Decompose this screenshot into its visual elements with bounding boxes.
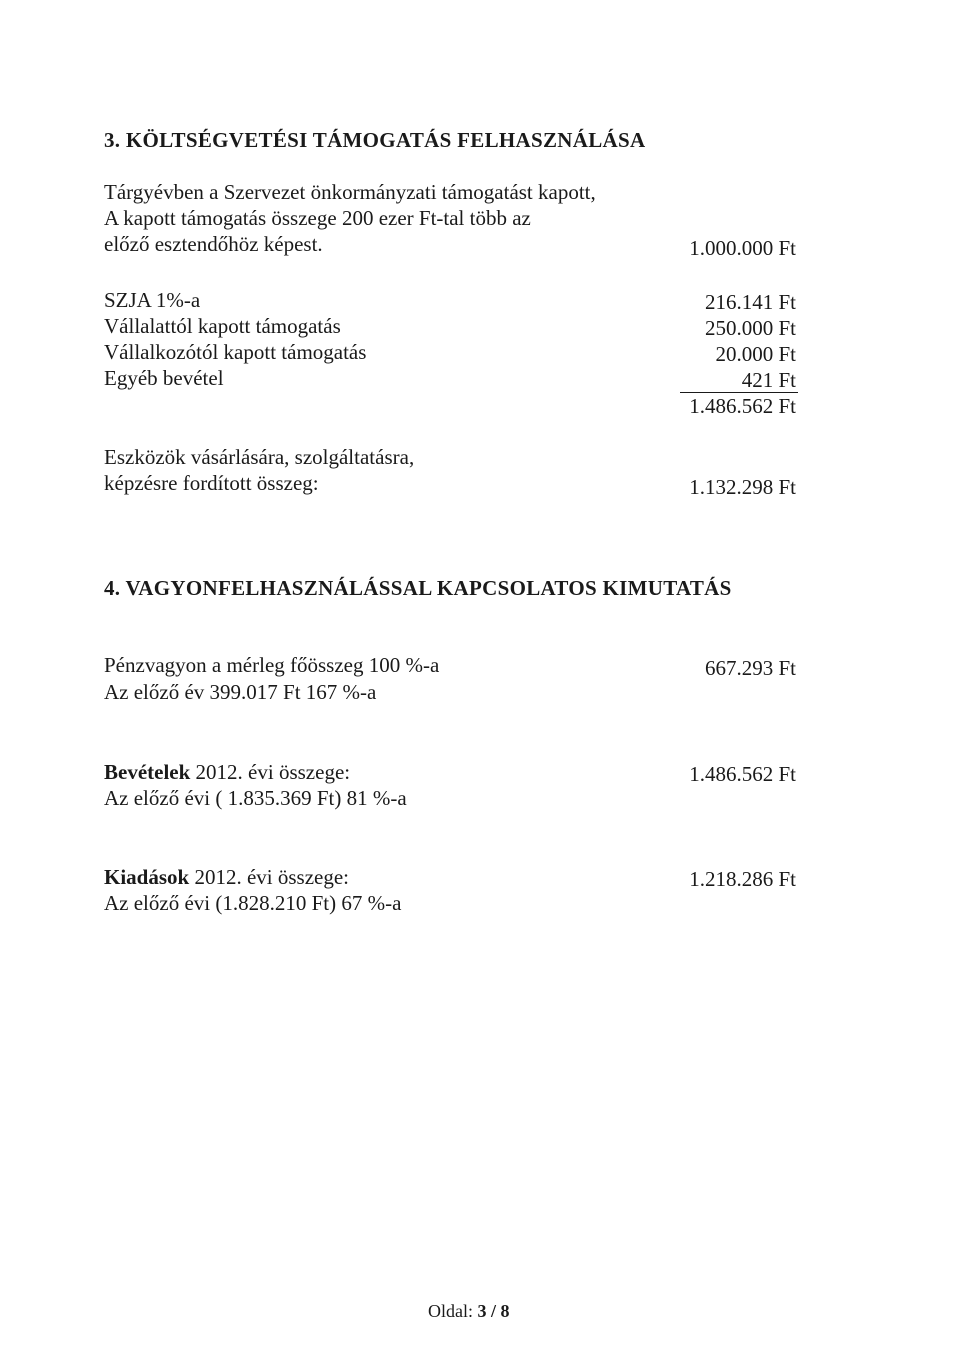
income-line	[104, 760, 350, 785]
spent-line-1: Eszközök vásárlására, szolgáltatásra,	[104, 445, 415, 469]
intro-amount: 1.000.000 Ft	[689, 236, 796, 260]
income-total: 1.486.562 Ft	[689, 394, 796, 418]
intro-line-3: előző esztendőhöz képest.	[104, 232, 323, 256]
item-amount-other: 421 Ft	[741, 368, 796, 392]
intro-line-2: A kapott támogatás összege 200 ezer Ft-tal több az	[104, 206, 531, 230]
income-rest: 2012. évi összege:	[190, 760, 351, 784]
section-3-title: 3. KÖLTSÉGVETÉSI TÁMOGATÁS FELHASZNÁLÁSA	[104, 128, 646, 152]
item-label-other: Egyéb bevétel	[104, 366, 224, 390]
expense-amount: 1.218.286 Ft	[689, 867, 796, 891]
assets-amount: 667.293 Ft	[704, 656, 796, 680]
section-4-title: 4. VAGYONFELHASZNÁLÁSSAL KAPCSOLATOS KIMUTATÁS	[104, 576, 732, 600]
spent-line-2: képzésre fordított összeg:	[104, 471, 319, 495]
income-amount: 1.486.562 Ft	[689, 762, 796, 786]
expense-heading: Kiadások	[104, 865, 190, 889]
item-label-szja: SZJA 1%-a	[104, 288, 201, 312]
expense-prev: Az előző évi (1.828.210 Ft) 67 %-a	[104, 891, 402, 915]
sum-underline	[680, 392, 798, 393]
assets-line-1: Pénzvagyon a mérleg főösszeg 100 %-a	[104, 653, 440, 677]
page-number: 3 / 8	[477, 1301, 510, 1321]
item-label-company: Vállalattól kapott támogatás	[104, 314, 341, 338]
item-amount-company: 250.000 Ft	[704, 316, 796, 340]
income-prev: Az előző évi ( 1.835.369 Ft) 81 %-a	[104, 786, 407, 810]
intro-line-1: Tárgyévben a Szervezet önkormányzati támogatást kapott,	[104, 180, 596, 204]
item-label-entrepreneur: Vállalkozótól kapott támogatás	[104, 340, 367, 364]
item-amount-entrepreneur: 20.000 Ft	[715, 342, 796, 366]
assets-line-2: Az előző év 399.017 Ft 167 %-a	[104, 680, 377, 704]
spent-amount: 1.132.298 Ft	[689, 475, 796, 499]
expense-rest: 2012. évi összege:	[189, 865, 349, 889]
item-amount-szja: 216.141 Ft	[704, 290, 796, 314]
income-heading: Bevételek	[104, 760, 191, 784]
footer-label: Oldal:	[428, 1301, 478, 1321]
page-footer	[428, 1301, 510, 1322]
expense-line	[104, 865, 349, 890]
